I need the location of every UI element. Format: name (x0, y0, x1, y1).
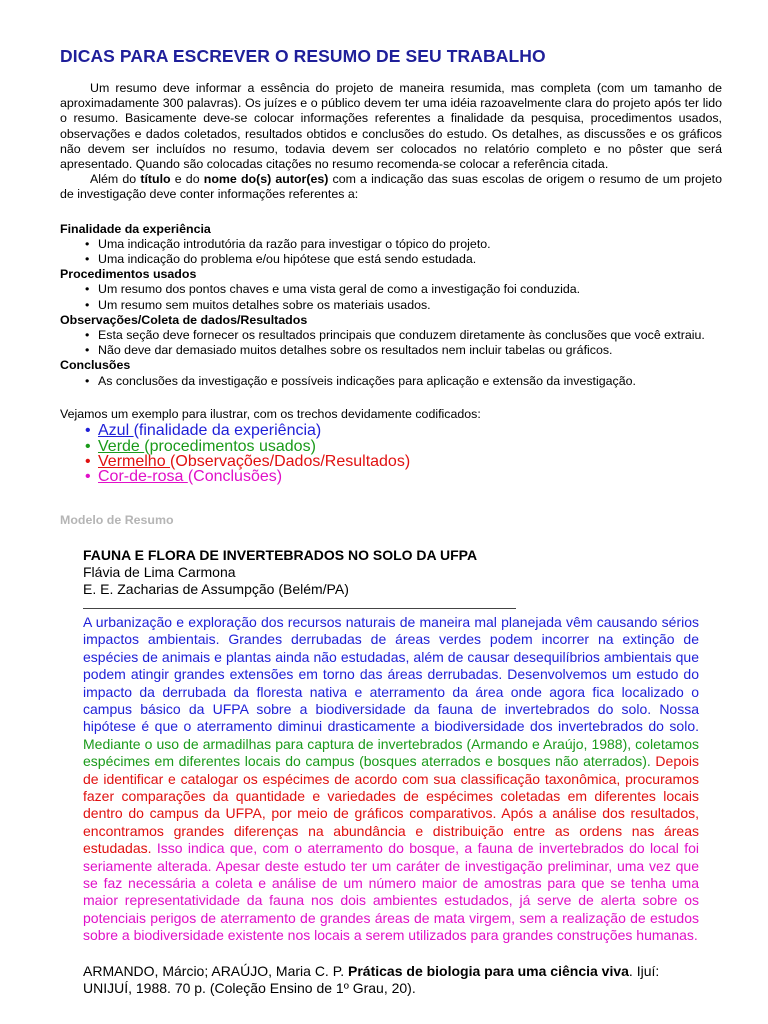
list-item: • Um resumo dos pontos chaves e uma vista geral de como a investigação foi conduzida. (98, 282, 722, 297)
list-item: • Não deve dar demasiado muitos detalhes sobre os resultados nem incluir tabelas ou gráficos. (98, 343, 722, 358)
list-item: • As conclusões da investigação e possíveis indicações para aplicação e extensão da investigação. (98, 374, 722, 389)
model-school: E. E. Zacharias de Assumpção (Belém/PA) (83, 580, 349, 597)
legend-link-blue[interactable]: Azul (98, 422, 134, 440)
bullet-list (60, 237, 722, 267)
bullet-list (60, 328, 722, 358)
legend-link-pink[interactable]: Cor-de-rosa (98, 468, 188, 486)
model-title: FAUNA E FLORA DE INVERTEBRADOS NO SOLO DA UFPA (83, 546, 478, 563)
section-procedimentos (60, 267, 722, 313)
legend-item-red: • Vermelho (Observações/Dados/Resultados) (98, 454, 722, 469)
section-conclusoes (60, 358, 722, 388)
abstract-resultados: Depois de identificar e catalogar os espécimes de acordo com sua classificação taxonômica, procuramos fazer comparações da quantidade e variedades de espécimes coletadas em diferentes locais dentro do campus da UFPA, por meio de gráficos comparativos. Após a análise dos resultados, encontramos grandes diferenças na abundância e distribuição entre as ordens nas áreas estudadas. (83, 753, 699, 857)
legend-item-pink: • Cor-de-rosa (Conclusões) (98, 469, 722, 484)
reference: ARMANDO, Márcio; ARAÚJO, Maria C. P. Práticas de biologia para uma ciência viva. Ijuí: UNIJUÍ, 1988. 70 p. (Coleção Ensino de 1º Grau, 20). (83, 962, 660, 997)
sections (60, 222, 722, 389)
example-intro: Vejamos um exemplo para ilustrar, com os trechos devidamente codificados: (60, 406, 481, 421)
list-item: • Uma indicação introdutória da razão para investigar o tópico do projeto. (98, 237, 722, 252)
legend-link-red[interactable]: Vermelho (98, 453, 171, 471)
abstract-finalidade: A urbanização e exploração dos recursos naturais de maneira mal planejada vêm causando sérios impactos ambientais. Grandes derrubadas de áreas verdes podem incorrer na extinção de espécies de animais e plantas ainda não estudadas, além de causar desequilíbrios ambientais que podem atingir grandes extensões em torno das áreas derrubadas. Desenvolvemos um estudo do impacto da derrubada da floresta nativa e aterramento da área onde agora fica localizado o campus básico da UFPA sobre a biodiversidade da fauna de invertebrados do solo. Nossa hipótese é que o aterramento diminui drasticamente a biodiversidade dos invertebrados do solo. (83, 613, 699, 735)
section-finalidade (60, 222, 722, 268)
list-item: • Um resumo sem muitos detalhes sobre os materiais usados. (98, 298, 722, 313)
legend-item-blue: • Azul (finalidade da experiência) (98, 423, 722, 438)
intro-paragraph-1: Um resumo deve informar a essência do projeto de maneira resumida, mas completa (com um tamanho de aproximadamente 300 palavras). Os juízes e o público devem ter uma idéia razoavelmente clara do projeto após ter lido o resumo. Basicamente deve-se colocar informações referentes a finalidade da pesquisa, procedimentos usados, observações e dados coletados, resultados obtidos e conclusões do estudo. Os detalhes, as discussões e os gráficos não devem ser incluídos no resumo, todavia devem ser colocados no relatório completo e no pôster que será apresentado. Quando são colocadas citações no resumo recomenda-se colocar a referência citada. (60, 81, 722, 172)
section-title: Finalidade da experiência (60, 221, 211, 236)
bullet-list (60, 374, 722, 389)
section-title: Observações/Coleta de dados/Resultados (60, 312, 308, 327)
abstract-text (83, 614, 699, 945)
color-legend (60, 423, 722, 485)
intro (60, 81, 722, 203)
section-title: Procedimentos usados (60, 267, 197, 282)
intro-paragraph-2: Além do título e do nome do(s) autor(es) com a indicação das suas escolas de origem o resumo de um projeto de investigação deve conter informações referentes a: (60, 172, 722, 202)
divider (83, 608, 516, 609)
section-title: Conclusões (60, 358, 131, 373)
model-author: Flávia de Lima Carmona (83, 563, 236, 580)
legend-item-green: • Verde (procedimentos usados) (98, 439, 722, 454)
bullet-list (60, 282, 722, 312)
list-item: • Uma indicação do problema e/ou hipótese que está sendo estudada. (98, 252, 722, 267)
list-item: • Esta seção deve fornecer os resultados principais que conduzem diretamente às conclusões que você extraiu. (98, 328, 722, 343)
model-label: Modelo de Resumo (60, 512, 174, 527)
legend-link-green[interactable]: Verde (98, 437, 145, 455)
page-title: DICAS PARA ESCREVER O RESUMO DE SEU TRABALHO (60, 46, 546, 66)
model-abstract (60, 547, 722, 998)
abstract-procedimentos: Mediante o uso de armadilhas para captura de invertebrados (Armando e Araújo, 1988), coletamos espécimes em diferentes locais do campus (bosques aterrados e bosques não aterrados). (83, 735, 699, 770)
abstract-conclusoes: Isso indica que, com o aterramento do bosque, a fauna de invertebrados do local foi seriamente alterada. Apesar deste estudo ter um caráter de investigação preliminar, uma vez que se faz necessária a coleta e análise de um número maior de amostras para que se tenha uma maior representatividade da fauna nos dois ambientes estudados, já serve de alerta sobre os potenciais perigos de aterramento de grandes áreas de mata virgem, sem a realização de estudos sobre a biodiversidade existente nos locais a serem utilizados para grandes construções humanas. (83, 840, 699, 944)
section-observacoes (60, 313, 722, 359)
